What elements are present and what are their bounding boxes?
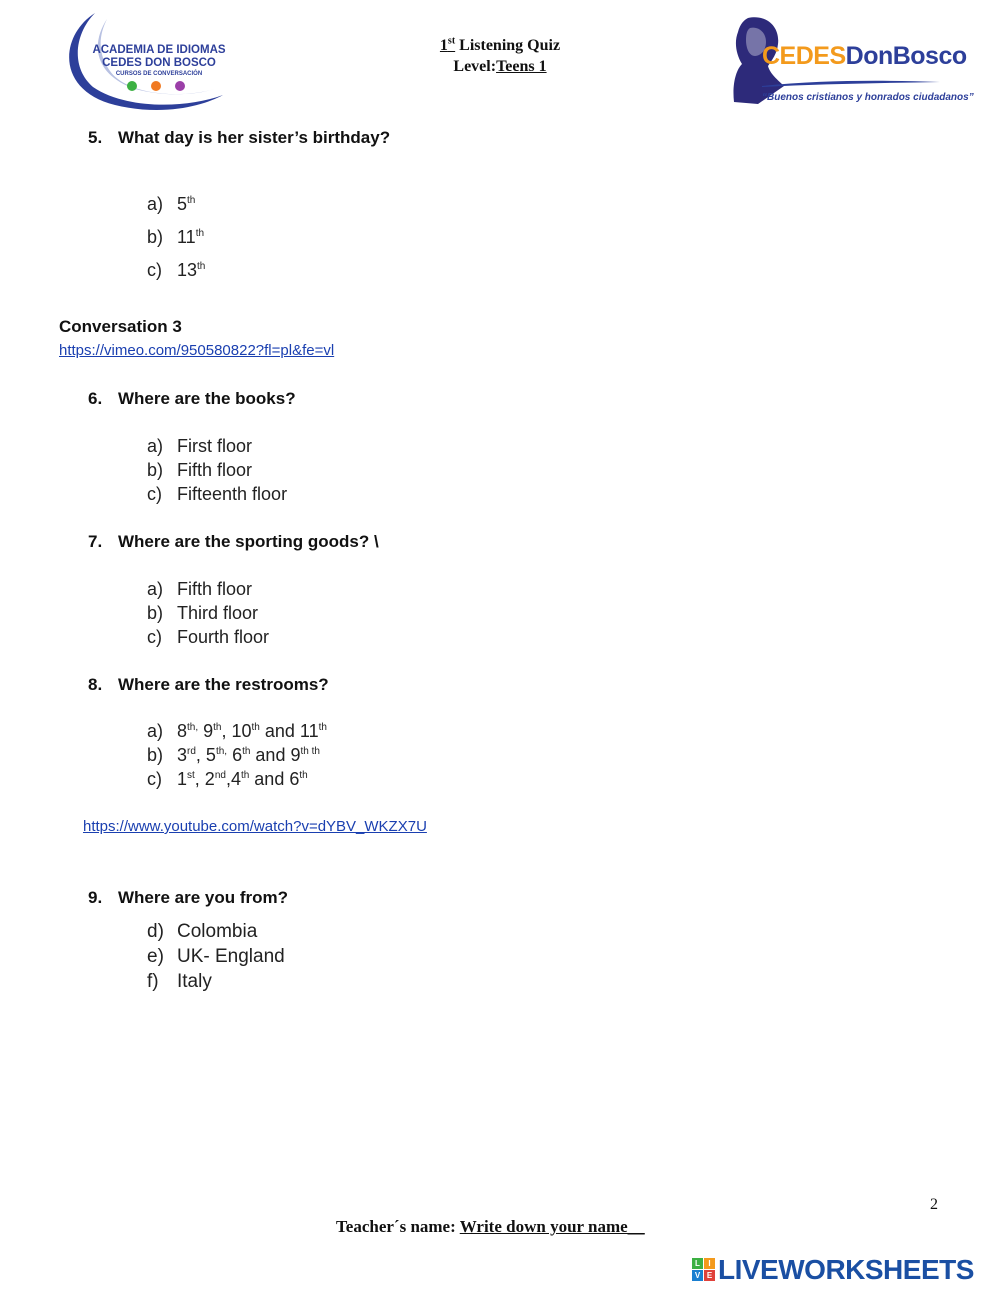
quiz-header xyxy=(380,35,620,77)
option-letter: c) xyxy=(147,260,162,280)
option-letter: a) xyxy=(147,579,164,599)
q9-option-f[interactable] xyxy=(147,971,212,993)
cedes-logo-name-b: DonBosco xyxy=(845,42,967,70)
option-letter: b) xyxy=(147,603,164,623)
option-sup: nd xyxy=(214,770,226,781)
q6-option-c[interactable] xyxy=(147,484,287,505)
option-text: First floor xyxy=(177,436,253,456)
question-5-text: What day is her sister’s birthday? xyxy=(118,128,391,147)
level-label: Level: xyxy=(453,58,497,75)
icon-tile-v: V xyxy=(692,1270,703,1281)
level-value: Teens 1 xyxy=(496,58,547,75)
q5-option-a[interactable] xyxy=(147,194,195,215)
option-part: , 5 xyxy=(195,745,216,765)
academia-logo xyxy=(55,5,240,115)
question-7-number: 7. xyxy=(88,532,103,551)
q5-option-c[interactable] xyxy=(147,260,205,281)
q7-option-a[interactable] xyxy=(147,579,252,600)
option-part: 8 xyxy=(177,721,188,741)
option-part: and 9 xyxy=(250,745,301,765)
option-text: 5 xyxy=(177,194,188,214)
quiz-level xyxy=(380,56,620,77)
question-6-text: Where are the books? xyxy=(118,389,296,408)
option-text: 11 xyxy=(177,227,196,247)
option-letter: c) xyxy=(147,484,162,504)
option-sup: th xyxy=(240,770,250,781)
question-6-number: 6. xyxy=(88,389,103,408)
option-letter: b) xyxy=(147,227,164,247)
icon-tile-e: E xyxy=(704,1270,715,1281)
cedes-logo-swoosh xyxy=(762,78,940,88)
option-text: Colombia xyxy=(177,921,258,942)
option-sup: th, xyxy=(187,722,199,733)
option-sup: th xyxy=(195,228,205,239)
option-letter: e) xyxy=(147,946,164,967)
option-text: Fifth floor xyxy=(177,579,253,599)
option-text: Fifteenth floor xyxy=(177,484,288,504)
option-letter: c) xyxy=(147,769,162,789)
teacher-name-value[interactable]: Write down your name__ xyxy=(459,1217,645,1236)
option-part: , 2 xyxy=(194,769,215,789)
question-5 xyxy=(88,128,390,148)
option-text: Italy xyxy=(177,971,212,992)
liveworksheets-wordmark: LIVEWORKSHEETS xyxy=(718,1254,974,1285)
q8-option-c[interactable] xyxy=(147,769,308,790)
option-letter: b) xyxy=(147,745,164,765)
option-sup: th xyxy=(251,722,260,733)
option-text: 13 xyxy=(177,260,198,280)
academia-logo-line2: CEDES DON BOSCO xyxy=(102,57,216,69)
q7-option-b[interactable] xyxy=(147,603,258,624)
quiz-title-text: Listening Quiz xyxy=(455,37,561,54)
option-text: UK- England xyxy=(177,946,285,967)
option-sup: th xyxy=(242,746,251,757)
question-9-number: 9. xyxy=(88,888,103,907)
q8-option-a[interactable] xyxy=(147,721,327,742)
option-sup: th xyxy=(213,722,222,733)
q7-option-c[interactable] xyxy=(147,627,269,648)
page-number: 2 xyxy=(930,1196,938,1213)
option-part: ,4 xyxy=(225,769,241,789)
quiz-title xyxy=(380,35,620,56)
q8-option-b[interactable] xyxy=(147,745,320,766)
question-9-text: Where are you from? xyxy=(118,888,289,907)
q5-option-b[interactable] xyxy=(147,227,204,248)
option-text: Third floor xyxy=(177,603,259,623)
question-7 xyxy=(88,532,379,552)
question-8-number: 8. xyxy=(88,675,103,694)
q6-option-a[interactable] xyxy=(147,436,252,457)
option-letter: a) xyxy=(147,721,164,741)
youtube-link[interactable]: https://www.youtube.com/watch?v=dYBV_WKZX7U xyxy=(83,818,427,835)
academia-logo-line3: CURSOS DE CONVERSACIÓN xyxy=(115,71,203,77)
cedes-logo-motto: “Buenos cristianos y honrados ciudadanos” xyxy=(762,92,974,103)
icon-tile-i: I xyxy=(704,1258,715,1269)
option-part: and 11 xyxy=(259,721,319,741)
option-letter: a) xyxy=(147,436,164,456)
option-sup: rd xyxy=(187,746,196,757)
academia-logo-line1: ACADEMIA DE IDIOMAS xyxy=(92,44,226,56)
quiz-ordinal-sup: st xyxy=(447,35,456,47)
option-part: 3 xyxy=(177,745,188,765)
cedes-logo xyxy=(728,14,974,110)
option-sup: th xyxy=(197,261,206,272)
question-6 xyxy=(88,389,296,409)
option-letter: b) xyxy=(147,460,164,480)
q9-option-e[interactable] xyxy=(147,946,285,968)
option-letter: f) xyxy=(147,971,159,992)
option-part: 9 xyxy=(198,721,214,741)
option-sup: th, xyxy=(215,746,228,757)
cedes-logo-name-a: CEDES xyxy=(762,42,846,70)
option-letter: a) xyxy=(147,194,164,214)
question-7-text: Where are the sporting goods? \ xyxy=(118,532,379,551)
option-letter: d) xyxy=(147,921,164,942)
question-9 xyxy=(88,888,288,908)
option-part: 6 xyxy=(227,745,243,765)
conversation-3-title: Conversation 3 xyxy=(59,317,182,336)
option-sup: th xyxy=(299,770,308,781)
option-text: Fifth floor xyxy=(177,460,253,480)
vimeo-link[interactable]: https://vimeo.com/950580822?fl=pl&fe=vl xyxy=(59,342,335,359)
option-sup: th xyxy=(187,195,196,206)
q6-option-b[interactable] xyxy=(147,460,252,481)
teacher-name-line xyxy=(336,1217,645,1237)
liveworksheets-icon xyxy=(692,1258,716,1282)
question-5-number: 5. xyxy=(88,128,103,147)
question-8-text: Where are the restrooms? xyxy=(118,675,329,694)
option-sup: th th xyxy=(300,746,320,757)
q9-option-d[interactable] xyxy=(147,921,257,943)
option-letter: c) xyxy=(147,627,162,647)
option-part: 1 xyxy=(177,769,188,789)
quiz-ordinal: 1 xyxy=(439,37,448,54)
option-part: and 6 xyxy=(249,769,300,789)
option-part: , 10 xyxy=(221,721,252,741)
icon-tile-l: L xyxy=(692,1258,703,1269)
option-sup: st xyxy=(187,770,195,781)
teacher-name-label: Teacher´s name: xyxy=(336,1217,460,1236)
option-text: Fourth floor xyxy=(177,627,270,647)
question-8 xyxy=(88,675,329,695)
option-sup: th xyxy=(318,722,327,733)
